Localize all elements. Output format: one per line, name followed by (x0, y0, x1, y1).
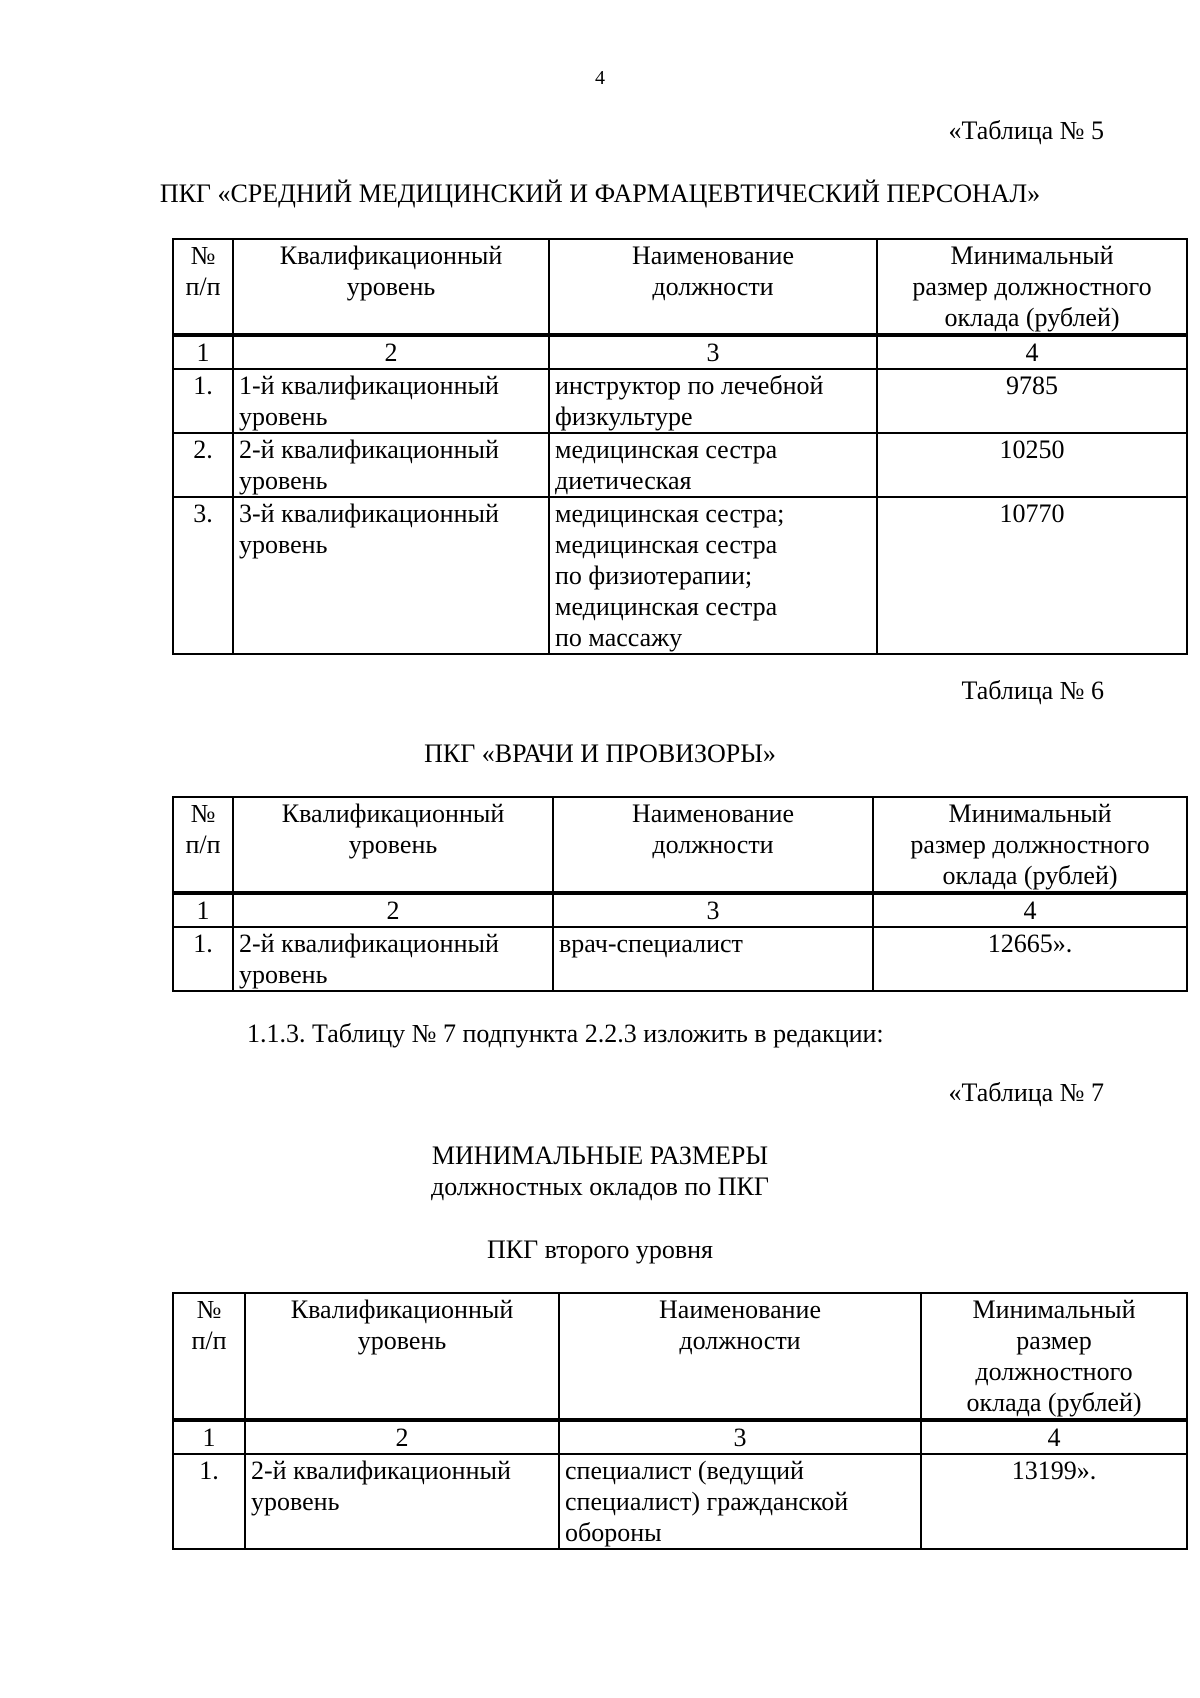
row-salary: 10250 (877, 433, 1187, 497)
row-num: 1. (173, 927, 233, 991)
col-number: 2 (245, 1420, 559, 1454)
col-number: 3 (549, 335, 877, 369)
row-num: 1. (173, 1454, 245, 1549)
header-level: Квалификационный уровень (245, 1293, 559, 1420)
table-header-row (173, 239, 1187, 335)
table7 (172, 1292, 1188, 1550)
table7-title-main: МИНИМАЛЬНЫЕ РАЗМЕРЫ (431, 1141, 769, 1170)
table-header-row (173, 797, 1187, 893)
table6-title: ПКГ «ВРАЧИ И ПРОВИЗОРЫ» (424, 739, 776, 768)
page-number: 4 (595, 67, 605, 89)
col-number: 1 (173, 893, 233, 927)
row-num: 2. (173, 433, 233, 497)
table6 (172, 796, 1188, 992)
row-level: 3-й квалификационный уровень (233, 497, 549, 654)
header-num: № п/п (173, 1293, 245, 1420)
column-numbers-row (173, 1420, 1187, 1454)
table6-caption: Таблица № 6 (961, 676, 1104, 705)
row-position: медицинская сестра; медицинская сестра по физиотерапии; медицинская сестра по массажу (549, 497, 877, 654)
col-number: 4 (873, 893, 1187, 927)
header-level: Квалификационный уровень (233, 797, 553, 893)
row-position: врач-специалист (553, 927, 873, 991)
column-numbers-row (173, 893, 1187, 927)
table-row (173, 433, 1187, 497)
column-numbers-row (173, 335, 1187, 369)
row-level: 2-й квалификационный уровень (245, 1454, 559, 1549)
col-number: 2 (233, 335, 549, 369)
header-num: № п/п (173, 797, 233, 893)
table5-caption: «Таблица № 5 (948, 116, 1104, 145)
table7-caption: «Таблица № 7 (948, 1078, 1104, 1107)
header-position: Наименование должности (549, 239, 877, 335)
col-number: 1 (173, 1420, 245, 1454)
table-row (173, 497, 1187, 654)
table-header-row (173, 1293, 1187, 1420)
amendment-paragraph: 1.1.3. Таблицу № 7 подпункта 2.2.3 изложить в редакции: (247, 1019, 884, 1048)
header-salary: Минимальный размер должностного оклада (рублей) (877, 239, 1187, 335)
row-salary: 12665». (873, 927, 1187, 991)
table7-title-group: ПКГ второго уровня (487, 1235, 713, 1264)
col-number: 2 (233, 893, 553, 927)
header-level: Квалификационный уровень (233, 239, 549, 335)
row-position: специалист (ведущий специалист) гражданской обороны (559, 1454, 921, 1549)
row-level: 1-й квалификационный уровень (233, 369, 549, 433)
row-position: инструктор по лечебной физкультуре (549, 369, 877, 433)
table7-title-sub: должностных окладов по ПКГ (431, 1172, 769, 1201)
table5-title: ПКГ «СРЕДНИЙ МЕДИЦИНСКИЙ И ФАРМАЦЕВТИЧЕСКИЙ ПЕРСОНАЛ» (159, 179, 1041, 208)
row-num: 1. (173, 369, 233, 433)
header-salary: Минимальный размер должностного оклада (рублей) (873, 797, 1187, 893)
col-number: 3 (553, 893, 873, 927)
row-level: 2-й квалификационный уровень (233, 927, 553, 991)
row-position: медицинская сестра диетическая (549, 433, 877, 497)
col-number: 4 (921, 1420, 1187, 1454)
row-salary: 13199». (921, 1454, 1187, 1549)
table-row (173, 927, 1187, 991)
row-num: 3. (173, 497, 233, 654)
col-number: 1 (173, 335, 233, 369)
row-level: 2-й квалификационный уровень (233, 433, 549, 497)
table-row (173, 369, 1187, 433)
table-row (173, 1454, 1187, 1549)
row-salary: 10770 (877, 497, 1187, 654)
col-number: 3 (559, 1420, 921, 1454)
header-position: Наименование должности (559, 1293, 921, 1420)
header-salary: Минимальный размер должностного оклада (рублей) (921, 1293, 1187, 1420)
row-salary: 9785 (877, 369, 1187, 433)
header-num: № п/п (173, 239, 233, 335)
header-position: Наименование должности (553, 797, 873, 893)
col-number: 4 (877, 335, 1187, 369)
table5 (172, 238, 1188, 655)
